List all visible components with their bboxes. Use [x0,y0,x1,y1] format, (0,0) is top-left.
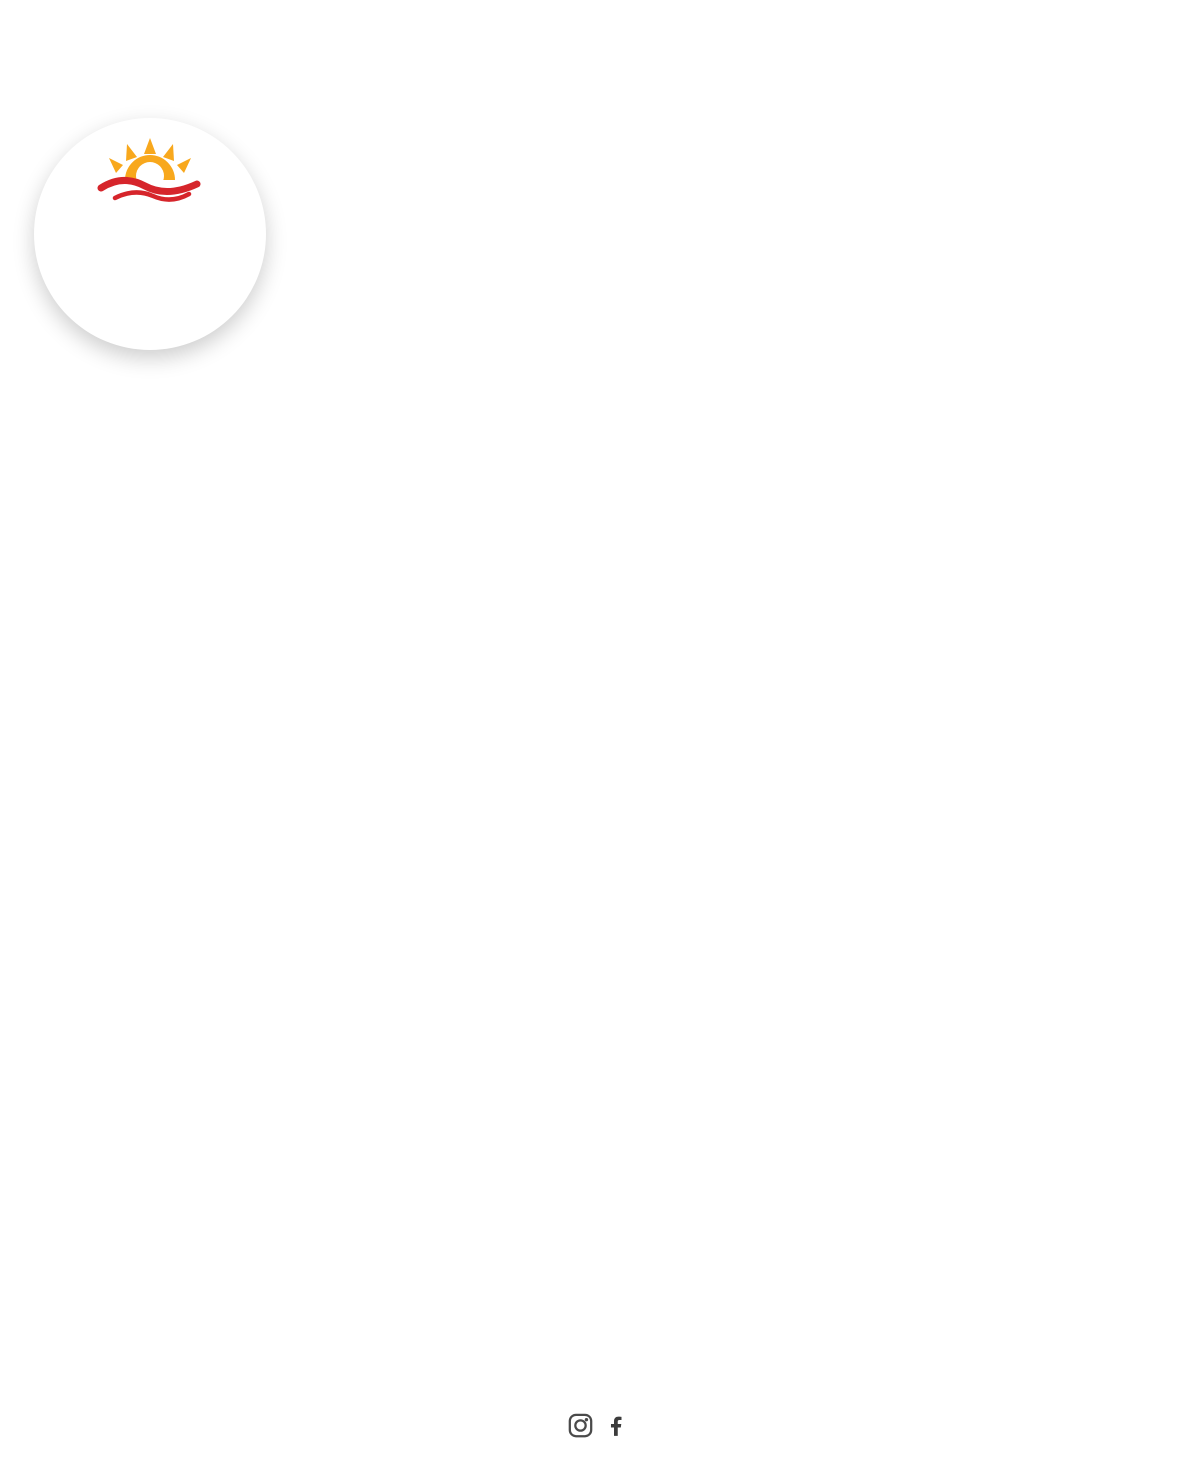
footer [0,1412,1182,1439]
hanging-fern-decoration [922,0,1182,540]
store-logo [34,118,266,350]
facebook-icon[interactable] [604,1413,629,1438]
validity-block [270,430,920,433]
sun-icon [85,138,215,204]
instagram-icon[interactable] [567,1412,594,1439]
